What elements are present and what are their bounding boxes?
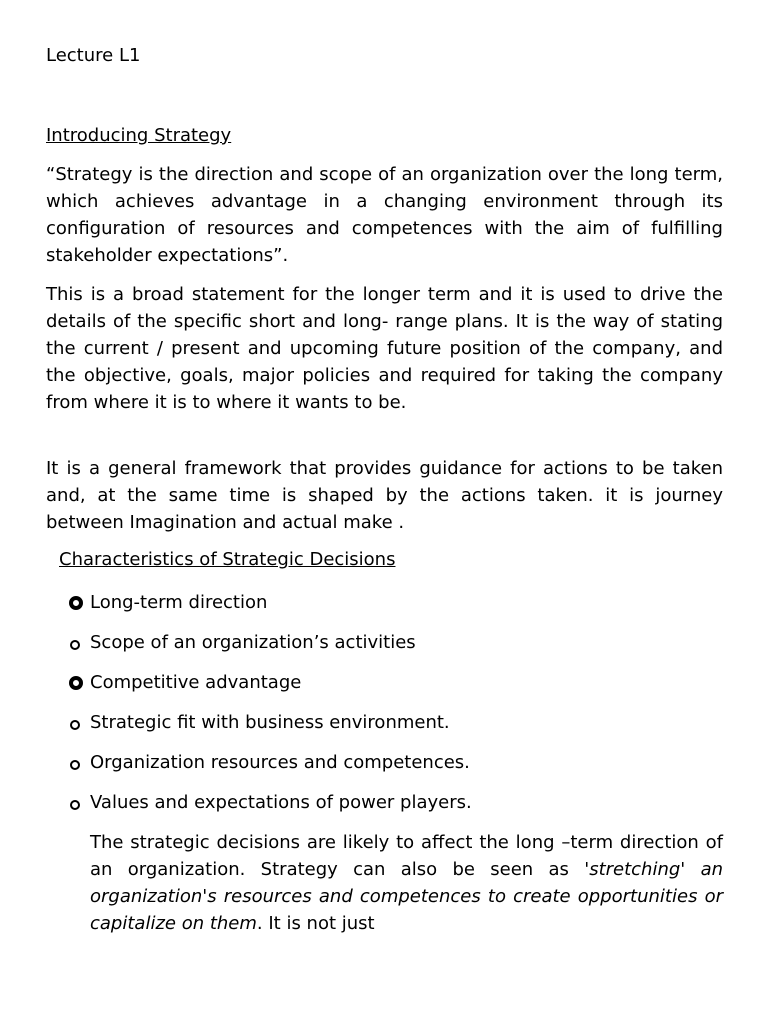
- closing-text: ': [680, 859, 701, 880]
- small-ring-bullet-icon: [70, 800, 80, 810]
- list-item-text: Values and expectations of power players.: [90, 792, 472, 813]
- closing-text: The strategic decisions are likely to affect the long –term direction of an organization. Strategy can also be seen as ': [90, 832, 723, 880]
- large-ring-bullet-icon: [69, 676, 83, 690]
- list-item-text: Long-term direction: [90, 592, 268, 613]
- closing-italic-text: an organization: [90, 859, 724, 907]
- list-item-text: Competitive advantage: [90, 672, 302, 693]
- list-item: [66, 789, 726, 829]
- large-ring-bullet-icon: [69, 596, 83, 610]
- list-item-text: Organization resources and competences.: [90, 752, 470, 773]
- list-item: [66, 709, 726, 749]
- closing-italic-text: stretching: [589, 859, 681, 880]
- closing-paragraph: [90, 829, 723, 937]
- section-heading: Introducing Strategy: [46, 125, 232, 146]
- list-item: [66, 589, 726, 629]
- characteristics-heading: Characteristics of Strategic Decisions: [59, 549, 396, 570]
- characteristics-list: [66, 589, 726, 829]
- list-item-text: Scope of an organization’s activities: [90, 632, 416, 653]
- closing-text: . It is not just: [256, 913, 375, 934]
- small-ring-bullet-icon: [70, 760, 80, 770]
- list-item: [66, 669, 726, 709]
- closing-text: ': [202, 886, 208, 907]
- strategy-definition-paragraph: “Strategy is the direction and scope of an organization over the long term, which achieves advantage in a changing environment through its configuration of resources and competences with the aim of fulfilling stakeholder expectations”.: [46, 164, 723, 266]
- list-item-text: Strategic fit with business environment.: [90, 712, 450, 733]
- list-item: [66, 629, 726, 669]
- closing-italic-text: s resources and competences to create opportunities or capitalize on them: [90, 886, 723, 934]
- framework-paragraph: It is a general framework that provides guidance for actions to be taken and, at the same time is shaped by the actions taken. it is journey between Imagination and actual make .: [46, 458, 723, 533]
- list-item: [66, 749, 726, 789]
- broad-statement-paragraph: This is a broad statement for the longer term and it is used to drive the details of the specific short and long- range plans. It is the way of stating the current / present and upcoming future position of the company, and the objective, goals, major policies and required for taking the company from where it is to where it wants to be.: [46, 284, 723, 413]
- small-ring-bullet-icon: [70, 640, 80, 650]
- small-ring-bullet-icon: [70, 720, 80, 730]
- lecture-label: Lecture L1: [46, 45, 141, 66]
